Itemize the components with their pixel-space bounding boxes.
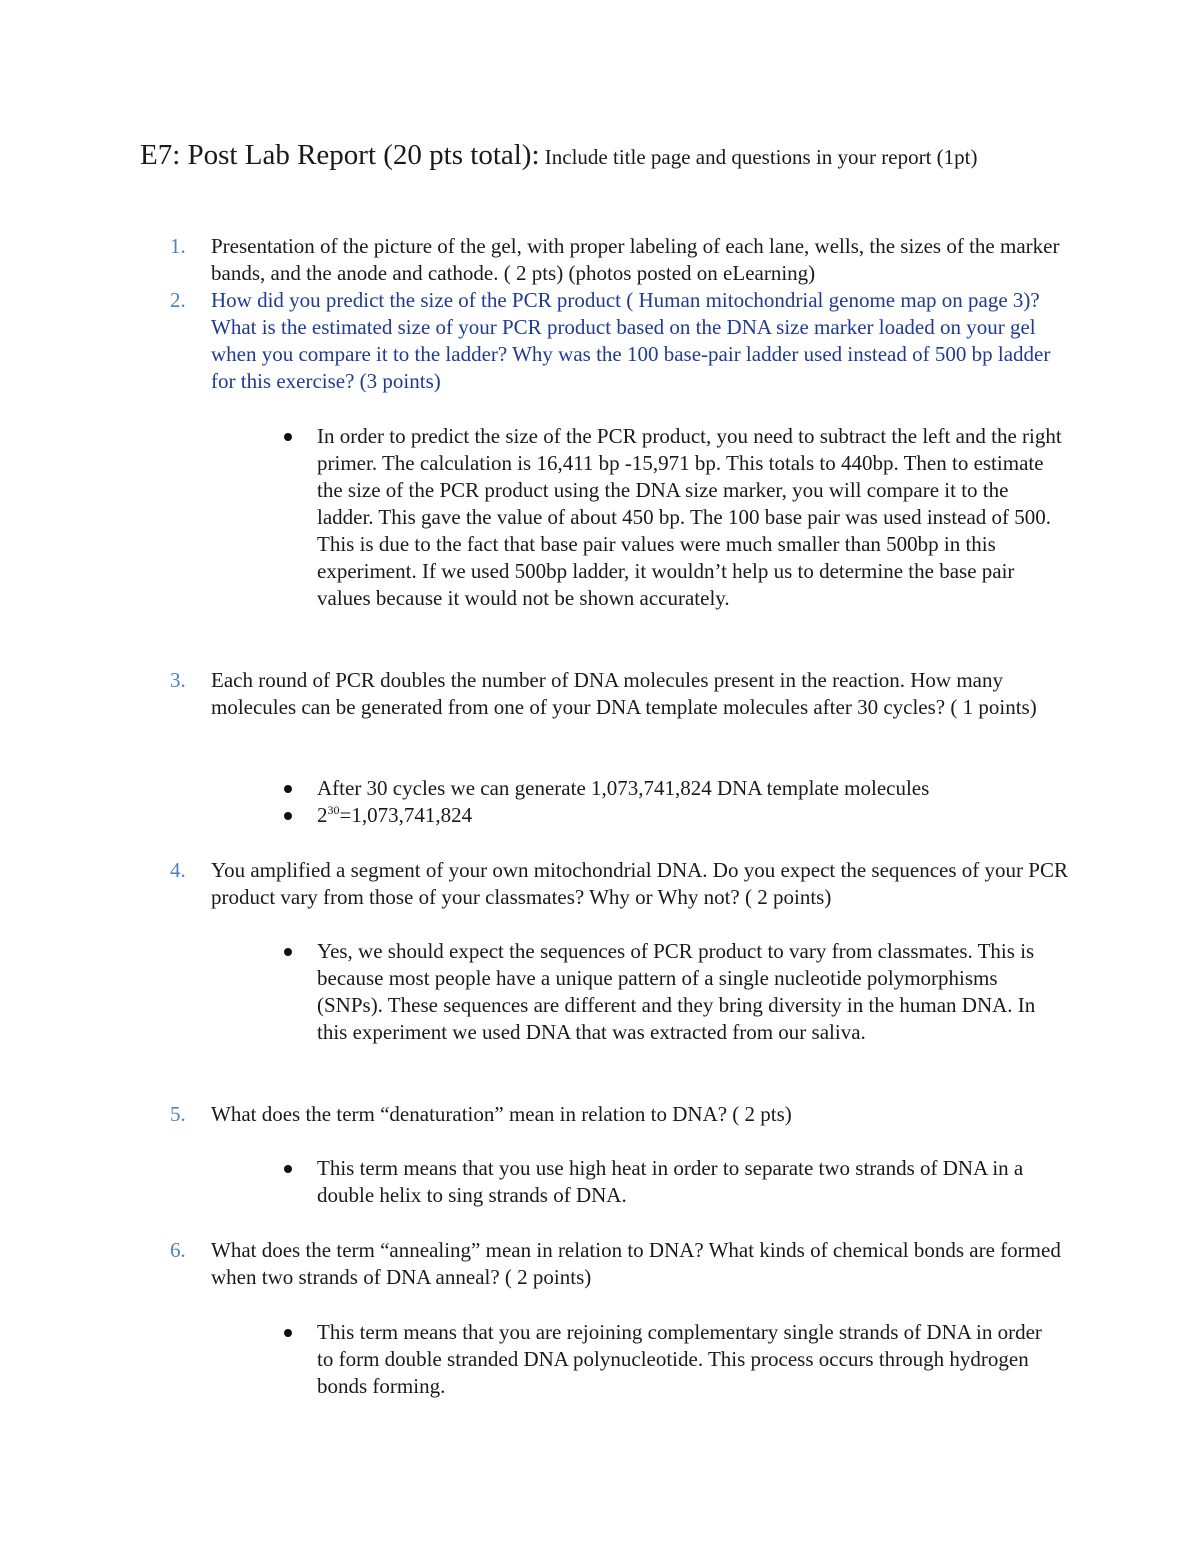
report-title xyxy=(140,140,1040,172)
formula-base: 2 xyxy=(317,803,328,827)
report-title-subtitle: Include title page and questions in your report (1pt) xyxy=(539,145,978,169)
question-text: You amplified a segment of your own mitochondrial DNA. Do you expect the sequences of your PCR product vary from those of your classmates? Why or Why not? ( 2 points) xyxy=(211,858,1068,909)
question-text: How did you predict the size of the PCR product ( Human mitochondrial genome map on page 3)? What is the estimated size of your PCR product based on the DNA size marker loaded on your gel when you compare it to the ladder? Why was the 100 base-pair ladder used instead of 500 bp ladder for this exercise? (3 points) xyxy=(211,288,1051,393)
bullet-icon xyxy=(284,785,292,793)
bullet-icon xyxy=(284,948,292,956)
answer-text: This term means that you are rejoining complementary single strands of DNA in order to form double stranded DNA polynucleotide. This process occurs through hydrogen bonds forming. xyxy=(317,1320,1042,1398)
question-text: Presentation of the picture of the gel, with proper labeling of each lane, wells, the sizes of the marker bands, and the anode and cathode. ( 2 pts) (photos posted on eLearning) xyxy=(211,234,1060,285)
answer-text: Yes, we should expect the sequences of PCR product to vary from classmates. This is because most people have a unique pattern of a single nucleotide polymorphisms (SNPs). These sequences are different and they bring diversity in the human DNA. In this experiment we used DNA that was extracted from our saliva. xyxy=(317,939,1036,1044)
answer-text: After 30 cycles we can generate 1,073,741,824 DNA template molecules xyxy=(317,776,930,800)
formula-result: =1,073,741,824 xyxy=(339,803,473,827)
question-number: 2. xyxy=(170,288,186,312)
question-number: 4. xyxy=(170,858,186,882)
question-text: Each round of PCR doubles the number of DNA molecules present in the reaction. How many molecules can be generated from one of your DNA template molecules after 30 cycles? ( 1 points) xyxy=(211,668,1037,719)
answer-text: This term means that you use high heat in order to separate two strands of DNA in a double helix to sing strands of DNA. xyxy=(317,1156,1024,1207)
bullet-icon xyxy=(284,1165,292,1173)
question-number: 5. xyxy=(170,1102,186,1126)
bullet-icon xyxy=(284,1329,292,1337)
bullet-icon xyxy=(284,433,292,441)
question-number: 1. xyxy=(170,234,186,258)
question-text: What does the term “annealing” mean in relation to DNA? What kinds of chemical bonds are formed when two strands of DNA anneal? ( 2 points) xyxy=(211,1238,1061,1289)
formula-exponent: 30 xyxy=(327,803,340,817)
answer-formula xyxy=(317,802,1062,829)
question-number: 6. xyxy=(170,1238,186,1262)
bullet-icon xyxy=(284,812,292,820)
answer-text: In order to predict the size of the PCR product, you need to subtract the left and the right primer. The calculation is 16,411 bp -15,971 bp. This totals to 440bp. Then to estimate the size of the PCR product using the DNA size marker, you will compare it to the ladder. This gave the value of about 450 bp. The 100 base pair was used instead of 500. This is due to the fact that base pair values were much smaller than 500bp in this experiment. If we used 500bp ladder, it wouldn’t help us to determine the base pair values because it would not be shown accurately. xyxy=(317,424,1062,610)
report-title-main: E7: Post Lab Report (20 pts total): xyxy=(140,139,540,171)
question-number: 3. xyxy=(170,668,186,692)
question-text: What does the term “denaturation” mean in relation to DNA? ( 2 pts) xyxy=(211,1102,792,1126)
